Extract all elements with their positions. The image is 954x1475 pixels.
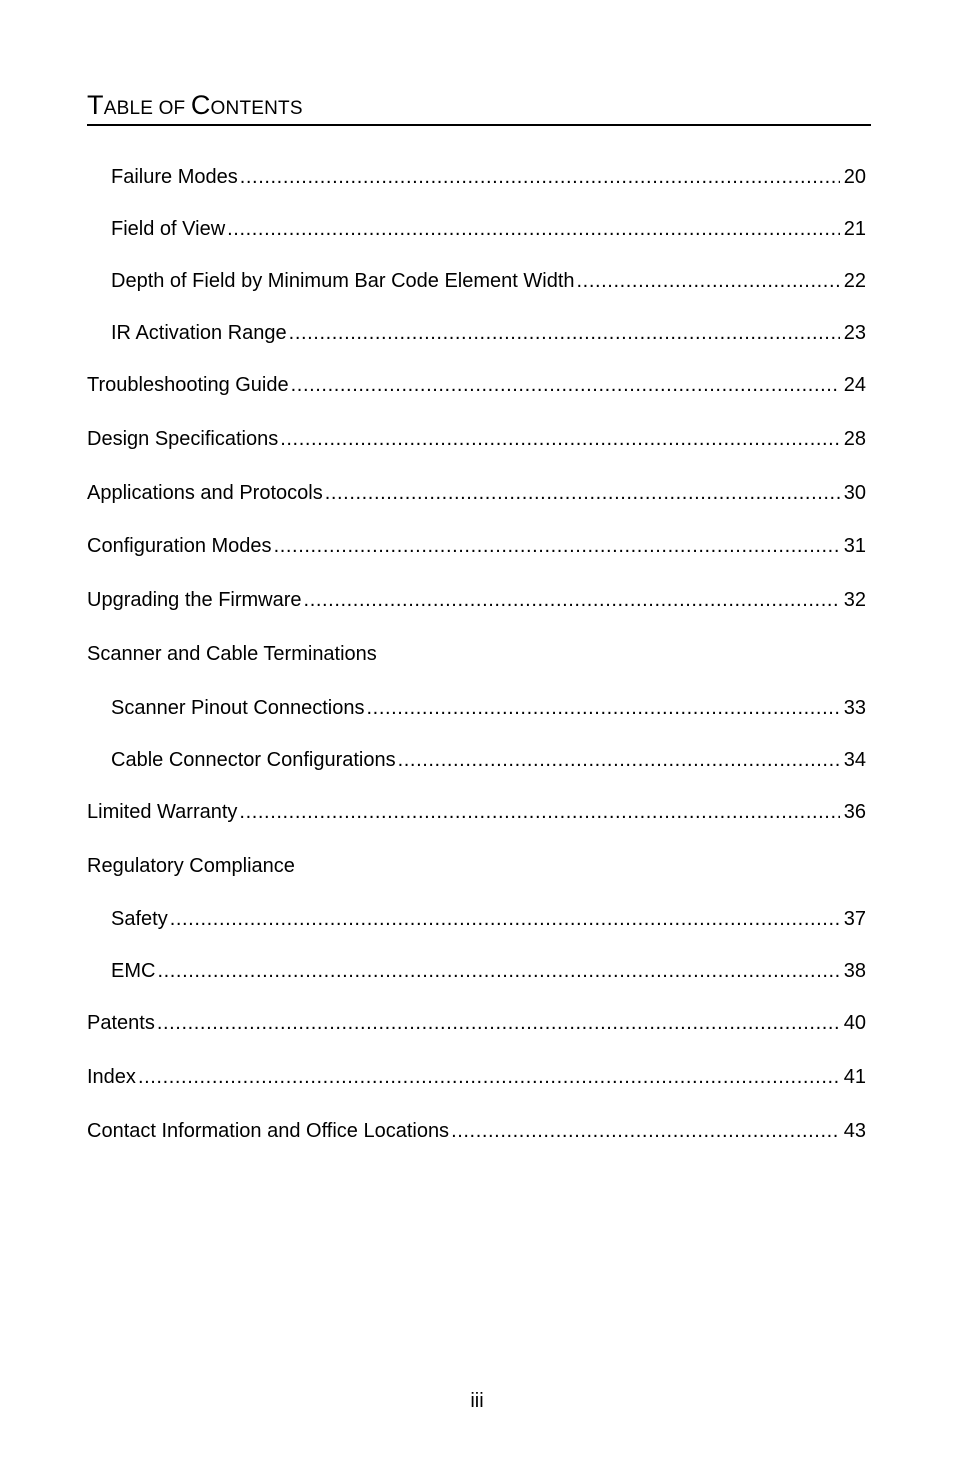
toc-entry-title: Upgrading the Firmware [87,589,302,611]
toc-entry-page: 23 [843,322,866,344]
toc-entry[interactable] [111,216,866,242]
toc-entry-page: 41 [843,1066,866,1088]
toc-dot-leader [367,695,840,721]
page-number: iii [470,1390,484,1412]
heading-c-rest: ONTENTS [210,98,303,119]
toc-entry-page: 37 [843,908,866,930]
toc-entry-title: Patents [87,1012,155,1034]
toc-entry-page: 40 [843,1012,866,1034]
toc-entry-page: 38 [843,960,866,982]
toc-entry[interactable] [111,747,866,773]
toc-entry-title: Troubleshooting Guide [87,374,289,396]
toc-entry-title: Applications and Protocols [87,482,323,504]
toc-entry[interactable] [87,426,866,452]
toc-dot-leader [157,1010,840,1036]
toc-dot-leader [451,1118,840,1144]
toc-dot-leader [274,533,840,559]
toc-entry-page: 31 [843,535,866,557]
toc-entry-page: 36 [843,801,866,823]
toc-entry-page: 43 [843,1120,866,1142]
toc-entry[interactable] [87,1010,866,1036]
toc-entry[interactable] [87,372,866,398]
toc-dot-leader [398,747,840,773]
toc-entry-page: 20 [843,166,866,188]
toc-entry-title: Field of View [111,218,226,240]
toc-entry-title: Cable Connector Configurations [111,749,396,771]
heading-t-cap: T [87,90,104,120]
toc-entry-title: Scanner and Cable Terminations [87,643,377,665]
toc-entry-page: 24 [843,374,866,396]
toc-entry-page: 28 [843,428,866,450]
toc-dot-leader [289,320,840,346]
toc-entry-page: 22 [843,270,866,292]
toc-dot-leader [157,958,839,984]
toc-entry[interactable] [87,480,866,506]
toc-dot-leader [577,268,840,294]
toc-entry-title: Contact Information and Office Locations [87,1120,450,1142]
toc-entry[interactable] [87,533,866,559]
toc-entry[interactable] [87,853,866,879]
toc-dot-leader [239,799,839,825]
toc-entry[interactable] [87,587,866,613]
toc-entry-title: Regulatory Compliance [87,855,295,877]
toc-entry-page: 33 [843,697,866,719]
toc-entry-title: IR Activation Range [111,322,287,344]
toc-dot-leader [240,164,840,190]
toc-entry[interactable] [87,641,866,667]
toc-entry[interactable] [87,1118,866,1144]
toc-entry[interactable] [111,164,866,190]
toc-entry-title: Scanner Pinout Connections [111,697,365,719]
toc-entry-title: Failure Modes [111,166,238,188]
toc-dot-leader [138,1064,840,1090]
toc-dot-leader [325,480,840,506]
toc-dot-leader [280,426,840,452]
toc-entry-title: EMC [111,960,156,982]
toc-dot-leader [291,372,840,398]
toc-heading [87,90,871,126]
toc-dot-leader [227,216,840,242]
toc-entry-page: 21 [843,218,866,240]
toc-entry[interactable] [111,268,866,294]
heading-t-rest: ABLE OF [103,98,191,119]
toc-entry-title: Depth of Field by Minimum Bar Code Element Width [111,270,575,292]
toc-entry-page: 34 [843,749,866,771]
toc-entry[interactable] [111,958,866,984]
toc-entry-title: Safety [111,908,168,930]
toc-entry[interactable] [111,695,866,721]
toc-entry[interactable] [87,1064,866,1090]
toc-entry-title: Limited Warranty [87,801,238,823]
toc-entry-title: Configuration Modes [87,535,272,557]
toc-entry[interactable] [87,799,866,825]
toc-dot-leader [304,587,840,613]
toc-entry-page: 32 [843,589,866,611]
toc-entry-title: Design Specifications [87,428,279,450]
toc-entry-title: Index [87,1066,136,1088]
toc-entry-page: 30 [843,482,866,504]
toc-dot-leader [170,906,840,932]
heading-c-cap: C [190,90,211,120]
toc-entry[interactable] [111,906,866,932]
toc-entry[interactable] [111,320,866,346]
